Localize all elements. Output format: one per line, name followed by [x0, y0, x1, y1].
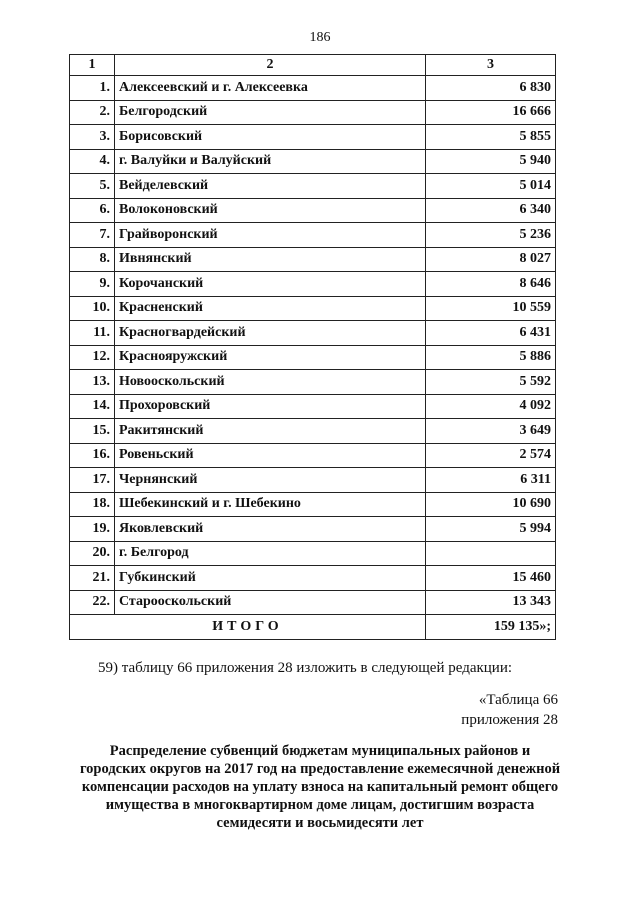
district-name: г. Валуйки и Валуйский [115, 149, 426, 174]
subsidy-value: 5 940 [426, 149, 556, 174]
subsidy-value: 5 994 [426, 517, 556, 542]
subsidy-value: 4 092 [426, 394, 556, 419]
row-number: 3. [70, 125, 115, 150]
district-name: Ивнянский [115, 247, 426, 272]
district-name: Губкинский [115, 566, 426, 591]
district-name: Корочанский [115, 272, 426, 297]
table-row [70, 296, 556, 321]
table-row [70, 247, 556, 272]
table-row [70, 321, 556, 346]
row-number: 14. [70, 394, 115, 419]
column-header-1: 1 [70, 55, 115, 76]
table-caption [461, 690, 558, 730]
district-name: Борисовский [115, 125, 426, 150]
row-number: 16. [70, 443, 115, 468]
table-row [70, 149, 556, 174]
table-row [70, 272, 556, 297]
subsidy-value: 5 236 [426, 223, 556, 248]
district-name: Прохоровский [115, 394, 426, 419]
heading-line: семидесяти и восьмидесяти лет [216, 815, 424, 831]
subsidy-value: 5 592 [426, 370, 556, 395]
table-row [70, 370, 556, 395]
table-row [70, 345, 556, 370]
row-number: 13. [70, 370, 115, 395]
row-number: 9. [70, 272, 115, 297]
subsidy-table [69, 54, 556, 640]
heading-line: компенсации расходов на уплату взноса на капитальный ремонт общего [81, 779, 559, 795]
heading-line: городских округов на 2017 год на предоставление ежемесячной денежной [79, 761, 561, 777]
district-name: Вейделевский [115, 174, 426, 199]
table-row [70, 419, 556, 444]
column-header-2: 2 [115, 55, 426, 76]
district-name: Ракитянский [115, 419, 426, 444]
subsidy-value: 5 886 [426, 345, 556, 370]
instruction-text: 59) таблицу 66 приложения 28 изложить в следующей редакции: [98, 660, 513, 676]
subsidy-value: 5 014 [426, 174, 556, 199]
district-name: Ровеньский [115, 443, 426, 468]
district-name: Шебекинский и г. Шебекино [115, 492, 426, 517]
subsidy-value: 8 027 [426, 247, 556, 272]
section-heading [40, 742, 600, 832]
subsidy-value: 5 855 [426, 125, 556, 150]
table-header-row [70, 55, 556, 76]
row-number: 17. [70, 468, 115, 493]
row-number: 12. [70, 345, 115, 370]
total-value: 159 135»; [426, 615, 556, 640]
row-number: 15. [70, 419, 115, 444]
row-number: 5. [70, 174, 115, 199]
district-name: Старооскольский [115, 590, 426, 615]
district-name: Алексеевский и г. Алексеевка [115, 76, 426, 101]
subsidy-value: 6 830 [426, 76, 556, 101]
district-name: Новооскольский [115, 370, 426, 395]
row-number: 22. [70, 590, 115, 615]
table-row [70, 566, 556, 591]
total-row [70, 615, 556, 640]
district-name: Красногвардейский [115, 321, 426, 346]
caption-line-2: приложения 28 [461, 712, 558, 728]
district-name: Волоконовский [115, 198, 426, 223]
heading-line: имущества в многоквартирном доме лицам, достигшим возраста [105, 797, 535, 813]
subsidy-value: 10 690 [426, 492, 556, 517]
row-number: 21. [70, 566, 115, 591]
subsidy-value: 8 646 [426, 272, 556, 297]
table-row [70, 517, 556, 542]
subsidy-value: 13 343 [426, 590, 556, 615]
table-row [70, 76, 556, 101]
table-row [70, 492, 556, 517]
heading-line: Распределение субвенций бюджетам муниципальных районов и [109, 743, 531, 759]
subsidy-value: 6 311 [426, 468, 556, 493]
column-header-3: 3 [426, 55, 556, 76]
row-number: 4. [70, 149, 115, 174]
row-number: 6. [70, 198, 115, 223]
table-row [70, 174, 556, 199]
row-number: 18. [70, 492, 115, 517]
table-row [70, 198, 556, 223]
table-row [70, 125, 556, 150]
row-number: 19. [70, 517, 115, 542]
district-name: Краснояружский [115, 345, 426, 370]
total-label: ИТОГО [70, 615, 426, 640]
table-row [70, 394, 556, 419]
row-number: 8. [70, 247, 115, 272]
table-row [70, 468, 556, 493]
row-number: 11. [70, 321, 115, 346]
row-number: 2. [70, 100, 115, 125]
row-number: 20. [70, 541, 115, 566]
caption-line-1: «Таблица 66 [478, 692, 558, 708]
table-row [70, 541, 556, 566]
row-number: 7. [70, 223, 115, 248]
subsidy-value: 6 431 [426, 321, 556, 346]
page-number: 186 [309, 30, 331, 45]
district-name: Грайворонский [115, 223, 426, 248]
subsidy-value: 10 559 [426, 296, 556, 321]
table-row [70, 590, 556, 615]
district-name: Красненский [115, 296, 426, 321]
district-name: Яковлевский [115, 517, 426, 542]
district-name: г. Белгород [115, 541, 426, 566]
subsidy-value: 3 649 [426, 419, 556, 444]
row-number: 10. [70, 296, 115, 321]
district-name: Чернянский [115, 468, 426, 493]
subsidy-value: 15 460 [426, 566, 556, 591]
table-row [70, 443, 556, 468]
table-body [70, 76, 556, 615]
subsidy-value: 16 666 [426, 100, 556, 125]
district-name: Белгородский [115, 100, 426, 125]
row-number: 1. [70, 76, 115, 101]
subsidy-value: 6 340 [426, 198, 556, 223]
subsidy-value: 2 574 [426, 443, 556, 468]
table-row [70, 100, 556, 125]
table-row [70, 223, 556, 248]
subsidy-value [426, 541, 556, 566]
